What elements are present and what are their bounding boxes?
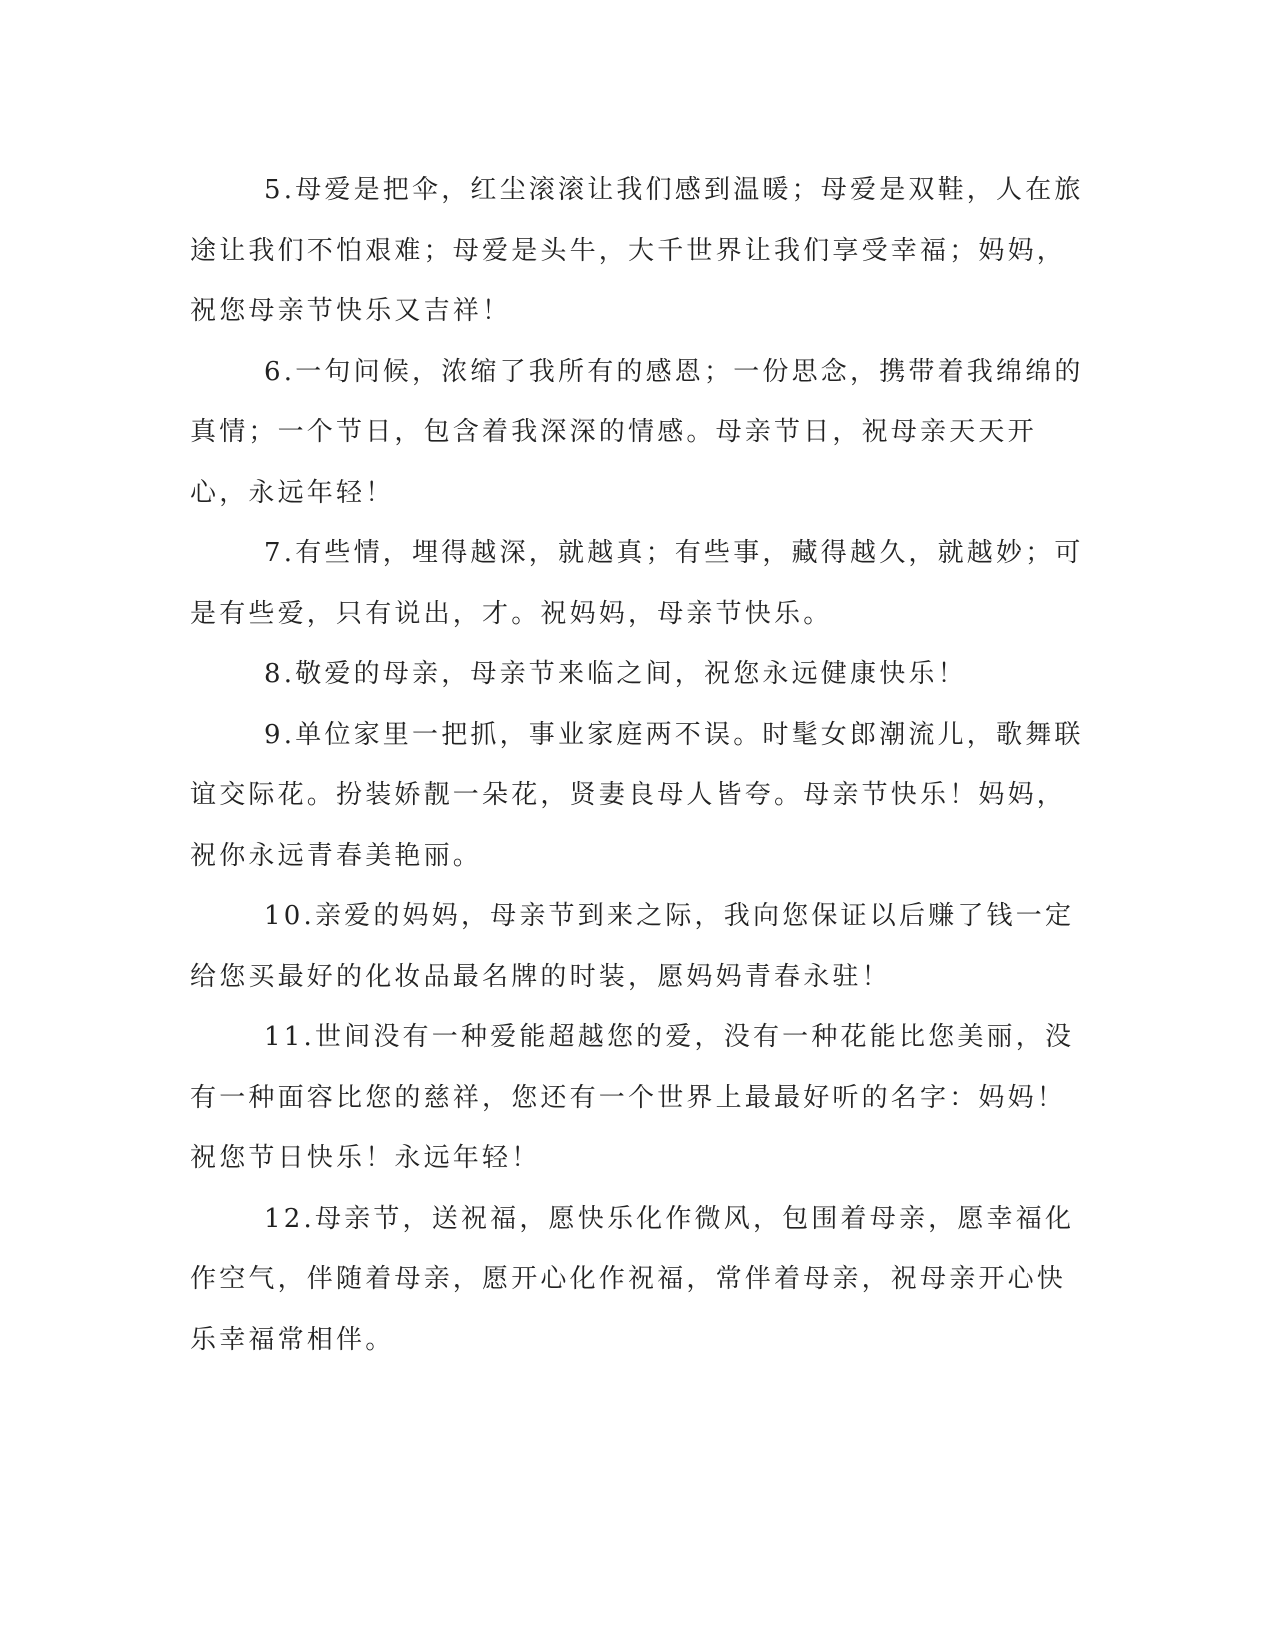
paragraph-9: 9.单位家里一把抓，事业家庭两不误。时髦女郎潮流儿，歌舞联谊交际花。扮装娇靓一朵花，贤妻良母人皆夸。母亲节快乐！妈妈，祝你永远青春美艳丽。 (190, 719, 1084, 871)
paragraph-6: 6.一句问候，浓缩了我所有的感恩；一份思念，携带着我绵绵的真情；一个节日，包含着我深深的情感。母亲节日，祝母亲天天开心，永远年轻！ (190, 356, 1084, 508)
paragraph-11: 11.世间没有一种爱能超越您的爱，没有一种花能比您美丽，没有一种面容比您的慈祥，您还有一个世界上最最好听的名字：妈妈！祝您节日快乐！永远年轻！ (190, 1022, 1075, 1173)
paragraph-12: 12.母亲节，送祝福，愿快乐化作微风，包围着母亲，愿幸福化作空气，伴随着母亲，愿开心化作祝福，常伴着母亲，祝母亲开心快乐幸福常相伴。 (190, 1203, 1075, 1355)
paragraph-7: 7.有些情，埋得越深，就越真；有些事，藏得越久，就越妙；可是有些爱，只有说出，才。祝妈妈，母亲节快乐。 (190, 538, 1084, 629)
document-body (190, 160, 1090, 1370)
paragraph-8: 8.敬爱的母亲，母亲节来临之间，祝您永远健康快乐！ (264, 659, 967, 689)
paragraph-10: 10.亲爱的妈妈，母亲节到来之际，我向您保证以后赚了钱一定给您买最好的化妆品最名牌的时装，愿妈妈青春永驻！ (190, 901, 1075, 992)
paragraph-5: 5.母爱是把伞，红尘滚滚让我们感到温暖；母爱是双鞋，人在旅途让我们不怕艰难；母爱是头牛，大千世界让我们享受幸福；妈妈，祝您母亲节快乐又吉祥！ (190, 175, 1084, 326)
